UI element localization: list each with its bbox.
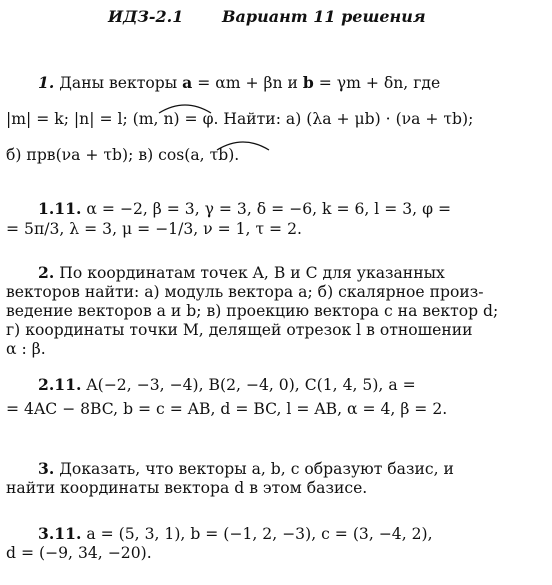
task1-eq-a: = αm + βn и (192, 74, 303, 92)
vector-a-label: a (182, 73, 193, 92)
var2-line2: = 4AC − 8BC, b = c = AB, d = BC, l = AB, α = 4, β = 2. (6, 400, 448, 418)
task2-text-1: По координатам точек A, B и C для указанных (59, 264, 445, 282)
task1-eq-b: = γm + δn, где (313, 74, 441, 92)
task3-line1 (38, 460, 454, 478)
task3-line2: найти координаты вектора d в этом базисе. (6, 479, 368, 497)
vector-b-label: b (302, 73, 314, 92)
var1-line2: = 5π/3, λ = 3, μ = −1/3, ν = 1, τ = 2. (6, 220, 302, 238)
var1-line1 (38, 200, 451, 218)
header-variant: Вариант 11 решения (222, 7, 426, 26)
var2-line1 (38, 376, 416, 394)
task1-line1 (38, 74, 440, 92)
task3-number: 3. (38, 459, 55, 478)
var2-number: 2.11. (38, 375, 82, 394)
task2-line3: ведение векторов a и b; в) проекцию вектора c на вектор d; (6, 302, 499, 320)
task1-line2-right: ) = φ. Найти: а) (λa + μb) · (νa + τb); (173, 110, 474, 128)
task1-line3-left: б) прв(νa + τb); в) cos( (6, 146, 191, 164)
var2-points: A(−2, −3, −4), B(2, −4, 0), C(1, 4, 5), a = (86, 376, 416, 394)
task2-line1 (38, 264, 445, 282)
task2-line5: α : β. (6, 340, 46, 358)
var1-number: 1.11. (38, 199, 82, 218)
task1-number: 1. (38, 73, 55, 92)
var3-vectors: a = (5, 3, 1), b = (−1, 2, −3), c = (3, −4, 2), (86, 525, 433, 543)
task3-text-1: Доказать, что векторы a, b, c образуют базис, и (59, 460, 454, 478)
var3-line2: d = (−9, 34, −20). (6, 544, 152, 562)
task2-line2: векторов найти: а) модуль вектора a; б) скалярное произ- (6, 283, 484, 301)
task2-line4: г) координаты точки M, делящей отрезок l в отношении (6, 321, 473, 339)
task1-line2 (6, 110, 473, 128)
angle-mn: m, n (138, 110, 174, 128)
task1-intro: Даны векторы (59, 74, 178, 92)
var1-params-1: α = −2, β = 3, γ = 3, δ = −6, k = 6, l = 3, φ = (86, 200, 452, 218)
var3-line1 (38, 525, 433, 543)
task1-line2-left: |m| = k; |n| = l; ( (6, 110, 139, 128)
task2-number: 2. (38, 263, 55, 282)
header-code: ИДЗ-2.1 (108, 7, 184, 26)
var3-number: 3.11. (38, 524, 82, 543)
angle-ab: a, τb (190, 146, 229, 164)
task1-line3 (6, 146, 239, 164)
task1-line3-right: ). (228, 146, 240, 164)
